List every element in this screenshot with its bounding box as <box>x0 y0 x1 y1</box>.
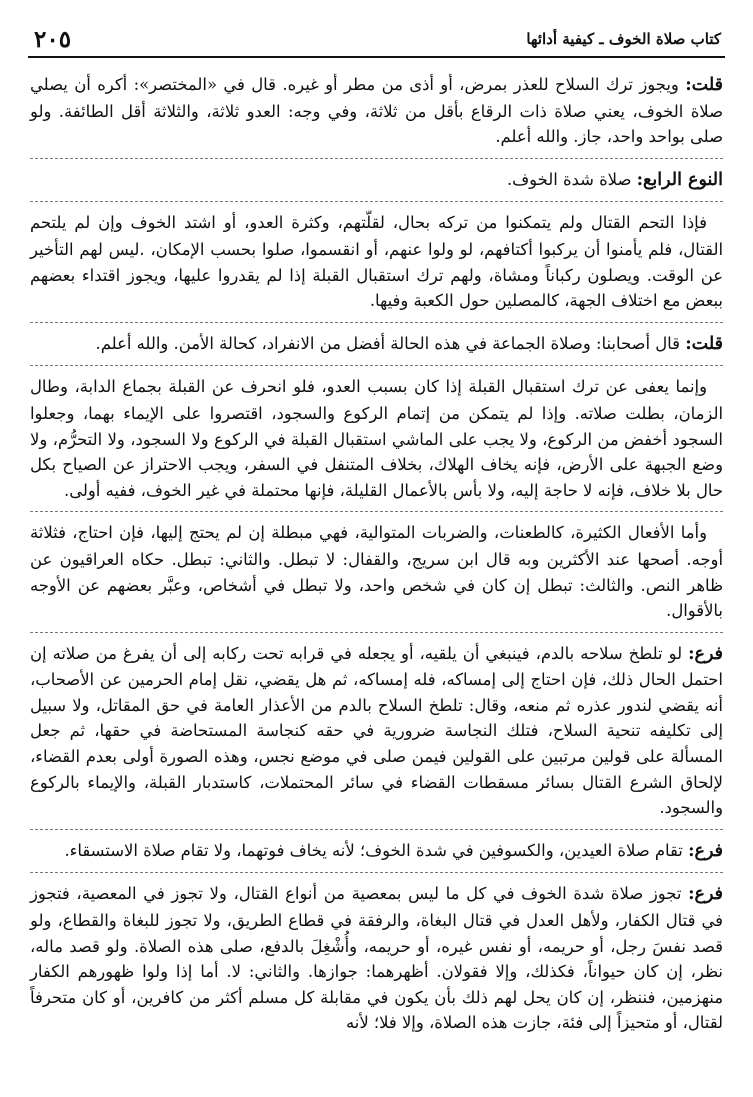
paragraph-text: تقام صلاة العيدين، والكسوفين في شدة الخوف؛ لأنه يخاف فوتهما، ولا تقام صلاة الاستسقاء. <box>64 840 689 860</box>
paragraph-keyword: النوع الرابع: <box>636 169 723 190</box>
paragraph-text: قال أصحابنا: وصلاة الجماعة في هذه الحالة أفضل من الانفراد، كحالة الأمن. والله أعلم. <box>95 333 686 353</box>
running-title: كتاب صلاة الخوف ـ كيفية أدائها <box>526 30 721 48</box>
paragraph-keyword: قلت: <box>685 333 723 354</box>
paragraph <box>30 520 723 623</box>
separator <box>30 829 723 830</box>
separator <box>30 322 723 323</box>
paragraph-keyword: فرع: <box>688 884 723 905</box>
paragraph <box>30 331 723 358</box>
paragraph-text: وإنما يعفى عن ترك استقبال القبلة إذا كان بسبب العدو، فلو انحرف عن القبلة بجماع الدابة، وطال الزمان، بطلت صلاته. وإذا لم يتمكن من إتمام الركوع والسجود، اقتصروا على الإيماء بهما، وجعلوا السجود أخفض من الركوع، ولا يجب على الماشي استقبال القبلة في الركوع ولا السجود، ولا التحرُّم، ولا وضع الجبهة على الأرض، فإنه يخاف الهلاك، بخلاف المتنفل في السفر، ويجب الاحتراز عن الصياح بكل حال بلا خلاف، فإنه لا حاجة إليه، ولا بأس بالأعمال القليلة، فإنها محتملة في غير الخوف، ففيه أولى. <box>30 377 723 500</box>
paragraph <box>30 374 723 503</box>
separator <box>30 365 723 366</box>
paragraph-text: فإذا التحم القتال ولم يتمكنوا من تركه بحال، لقلّتهم، وكثرة العدو، أو اشتد الخوف وإن لم يلتحم القتال، فلم يأمنوا أن يركبوا أكتافهم، لو ولوا عنهم، أو انقسموا، صلوا بحسب الإمكان، .ليس لهم التأخير عن الوقت. ويصلون ركباناً ومشاة، ولهم ترك استقبال القبلة إذا لم يقدروا عليها، ويجوز اقتداء بعضهم ببعض مع اختلاف الجهة، كالمصلين حول الكعبة وفيها. <box>30 213 723 311</box>
paragraph <box>30 72 723 150</box>
paragraph <box>30 210 723 313</box>
paragraph-text: وأما الأفعال الكثيرة، كالطعنات، والضربات المتوالية، فهي مبطلة إن لم يحتج إليها، فإن احتاج، فثلاثة أوجه. أصحها عند الأكثرين وبه قال ابن سريج، والقفال: لا تبطل. والثاني: تبطل. حكاه العراقيون عن ظاهر النص. والثالث: تبطل إن كان في شخص واحد، ولا تبطل في أشخاص، وعبَّر بعضهم عن الأوجه بالأقوال. <box>30 523 723 621</box>
paragraph-keyword: فرع: <box>688 643 723 664</box>
paragraph-text: ويجوز ترك السلاح للعذر بمرض، أو أذى من مطر أو غيره. قال في «المختصر»: أكره أن يصلي صلاة الخوف، يعني صلاة ذات الرقاع بأقل من ثلاثة، وفي وجه: العدو ثلاثة، والثلاثة أقل الطائفة. ولو صلى بواحد واحد، جاز. والله أعلم. <box>30 75 723 147</box>
paragraph <box>30 641 723 821</box>
paragraph-text: تجوز صلاة شدة الخوف في كل ما ليس بمعصية من أنواع القتال، ولا تجوز في المعصية، فتجوز في قتال الكفار، ولأهل العدل في قتال البغاة، والرفقة في قطاع الطريق، ولا تجوز للبغاة والقطاع، ولو قصد نفسَ رجل، أو حريمه، أو نفس غيره، أو حريمه، وأُشْغِلَ بالدفع، صلى هذه الصلاة. ولو قصد ماله، نظر، إن كان حيواناً، فكذلك، وإلا فقولان. أظهرهما: جوازها. والثاني: لا. أما إذا ولوا ظهورهم الكفار منهزمين، فننظر، إن كان يحل لهم ذلك بأن يكون في مقابلة كل مسلم أكثر من كافرين، أو كان متحرفاً لقتال، أو متحيزاً إلى فئة، جازت هذه الصلاة، وإلا فلا؛ لأنه <box>30 884 723 1033</box>
page-header <box>28 22 725 58</box>
paragraph-text: صلاة شدة الخوف. <box>506 169 637 189</box>
separator <box>30 511 723 512</box>
paragraph-keyword: قلت: <box>685 75 723 95</box>
paragraph-keyword: فرع: <box>688 840 723 861</box>
section-heading <box>30 167 723 194</box>
separator <box>30 632 723 633</box>
paragraph-text: لو تلطخ سلاحه بالدم، فينبغي أن يلقيه، أو يجعله في قرابه تحت ركابه إلى أن يفرغ من صلاته إن احتمل الحال ذلك، فإن احتاج إلى إمساكه، فله إمساكه، ثم هل يقضي، نقل إمام الحرمين عن الأصحاب، أنه يقضي لندور عذره ثم منعه، وقال: تلطخ السلاح بالدم من الأعذار العامة في حق المقاتل، ولا سبيل إلى تكليفه تنحية السلاح، فتلك النجاسة ضرورية في حقه كنجاسة المستحاضة في حقها، ثم جعل المسألة على قولين مرتبين على القولين فيمن صلى في موضع نجس، وهذه الصورة أولى بعدم القضاء، لإلحاق الشرع القتال بسائر مسقطات القضاء في سائر المحتملات، كاستدبار القبلة، والإيماء بالركوع والسجود. <box>30 643 723 818</box>
separator <box>30 872 723 873</box>
page-number: ٢٠٥ <box>34 26 72 53</box>
page-body <box>30 72 723 1083</box>
paragraph <box>30 881 723 1036</box>
paragraph <box>30 838 723 865</box>
separator <box>30 201 723 202</box>
separator <box>30 158 723 159</box>
